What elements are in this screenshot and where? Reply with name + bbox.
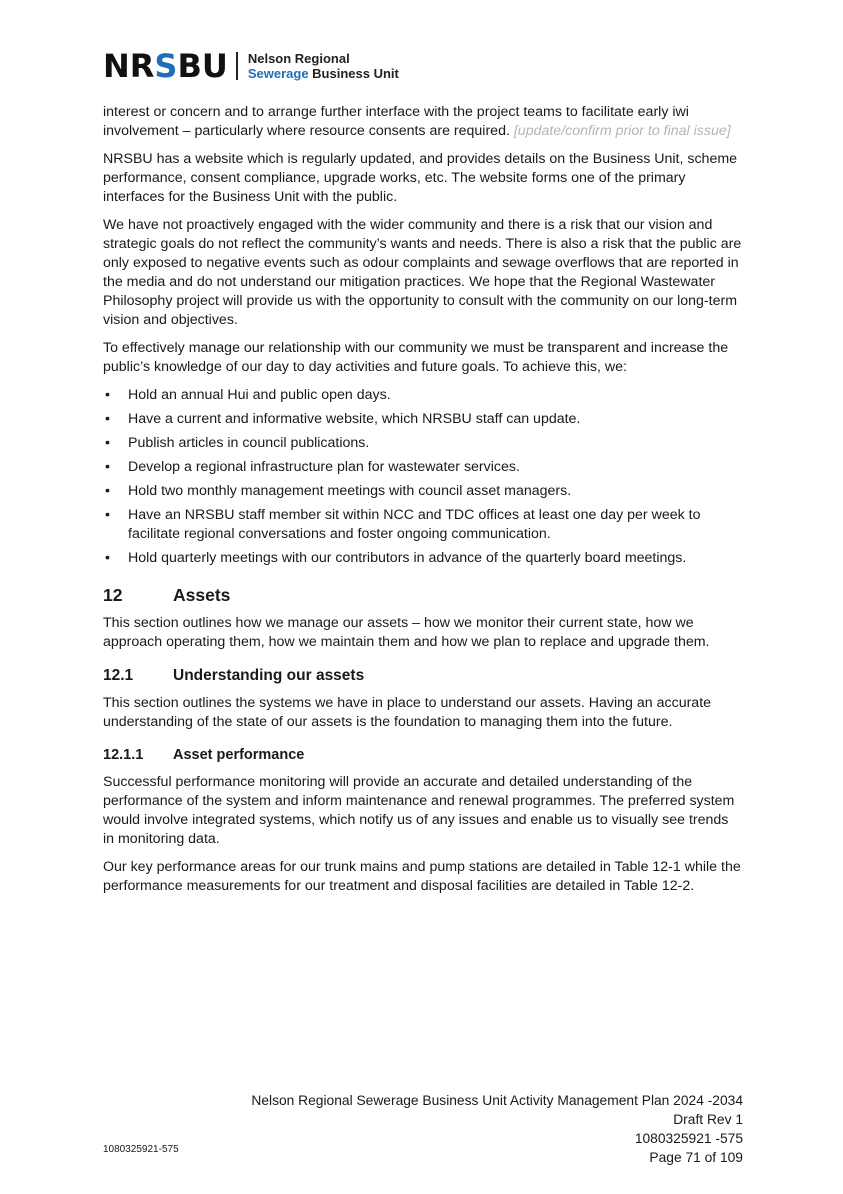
list-item-text: Hold two monthly management meetings with council asset managers. <box>128 483 572 499</box>
list-item-text: Hold quarterly meetings with our contributors in advance of the quarterly board meetings. <box>128 550 687 566</box>
list-item-text: Publish articles in council publications. <box>128 435 370 451</box>
list-item <box>103 549 743 568</box>
list-item <box>103 458 743 477</box>
list-item <box>103 434 743 453</box>
paragraph-performance-monitoring: Successful performance monitoring will provide an accurate and detailed understanding of the performance of the system and inform maintenance and renewal programmes. The preferred system would involve integrated systems, which notify us of any issues and enable us to visually see trends in monitoring data. <box>103 774 735 847</box>
logo-bu: BU <box>177 47 228 85</box>
heading-title: Understanding our assets <box>173 667 365 684</box>
list-item-text: Hold an annual Hui and public open days. <box>128 387 391 403</box>
heading-number: 12.1.1 <box>103 747 144 763</box>
paragraph-assets-intro: This section outlines how we manage our assets – how we monitor their current state, how we approach operating them, how we maintain them and how we plan to replace and upgrade them. <box>103 615 710 650</box>
logo-divider <box>236 52 238 80</box>
footer-doc-number: 1080325921 -575 <box>634 1131 743 1146</box>
paragraph-iwi-text: interest or concern and to arrange further interface with the project teams to facilitate early iwi involvement – particularly where resource consents are required. <box>103 104 689 139</box>
logo-line2 <box>248 66 399 81</box>
logo-subtitle <box>248 51 399 81</box>
list-item-text: Have an NRSBU staff member sit within NCC and TDC offices at least one day per week to facilitate regional conversations and foster ongoing communication. <box>128 507 701 542</box>
heading-number: 12.1 <box>103 667 134 684</box>
paragraph-relationship: To effectively manage our relationship with our community we must be transparent and increase the public’s knowledge of our day to day activities and future goals. To achieve this, we: <box>103 340 729 375</box>
paragraph-community-risk: We have not proactively engaged with the wider community and there is a risk that our vision and strategic goals do not reflect the community’s wants and needs. There is also a risk that the public are only exposed to negative events such as odour complaints and sewage overflows that are reported in the media and do not understand our mitigation practices. We hope that the Regional Wastewater Philosophy project will provide us with the opportunity to consult with the community on our long-term vision and objectives. <box>103 217 742 328</box>
bullet-icon: • <box>105 435 110 451</box>
heading-12-1-1-performance <box>103 746 743 765</box>
footer-page-number: Page 71 of 109 <box>649 1150 743 1165</box>
document-body <box>103 103 743 905</box>
heading-12-1-understanding <box>103 666 743 686</box>
heading-number: 12 <box>103 585 123 605</box>
logo-nr: NR <box>103 47 155 85</box>
list-item <box>103 506 743 544</box>
footer-doc-id: 1080325921-575 <box>103 1144 179 1155</box>
paragraph-iwi <box>103 103 743 141</box>
list-item <box>103 386 743 405</box>
list-item <box>103 410 743 429</box>
paragraph-key-performance: Our key performance areas for our trunk mains and pump stations are detailed in Table 12-1 while the performance measurements for our treatment and disposal facilities are detailed in Table 12-2. <box>103 859 741 894</box>
heading-title: Assets <box>173 585 231 605</box>
logo-line1: Nelson Regional <box>247 51 350 66</box>
heading-12-assets <box>103 584 743 606</box>
bullet-list <box>103 386 743 568</box>
header-logo <box>103 48 399 84</box>
bullet-icon: • <box>105 459 110 475</box>
logo-wordmark <box>103 47 228 85</box>
heading-title: Asset performance <box>173 747 305 763</box>
bullet-icon: • <box>105 550 110 566</box>
bullet-icon: • <box>105 387 110 403</box>
logo-line2-sewerage: Sewerage <box>247 66 309 81</box>
logo-s: S <box>154 47 178 85</box>
editorial-note: [update/confirm prior to final issue] <box>513 123 731 139</box>
paragraph-understanding: This section outlines the systems we have in place to understand our assets. Having an accurate understanding of the state of our assets is the foundation to managing them into the future. <box>103 695 712 730</box>
bullet-icon: • <box>105 411 110 427</box>
footer-revision: Draft Rev 1 <box>673 1112 743 1127</box>
bullet-icon: • <box>105 507 110 523</box>
footer-plan-title: Nelson Regional Sewerage Business Unit Activity Management Plan 2024 -2034 <box>251 1093 743 1108</box>
bullet-icon: • <box>105 483 110 499</box>
list-item <box>103 482 743 501</box>
logo-line2-business-unit: Business Unit <box>308 66 399 81</box>
list-item-text: Have a current and informative website, which NRSBU staff can update. <box>128 411 581 427</box>
footer-info <box>251 1091 743 1167</box>
paragraph-website: NRSBU has a website which is regularly updated, and provides details on the Business Unit, scheme performance, consent compliance, upgrade works, etc. The website forms one of the primary interfaces for the Business Unit with the public. <box>103 151 738 205</box>
list-item-text: Develop a regional infrastructure plan for wastewater services. <box>128 459 520 475</box>
